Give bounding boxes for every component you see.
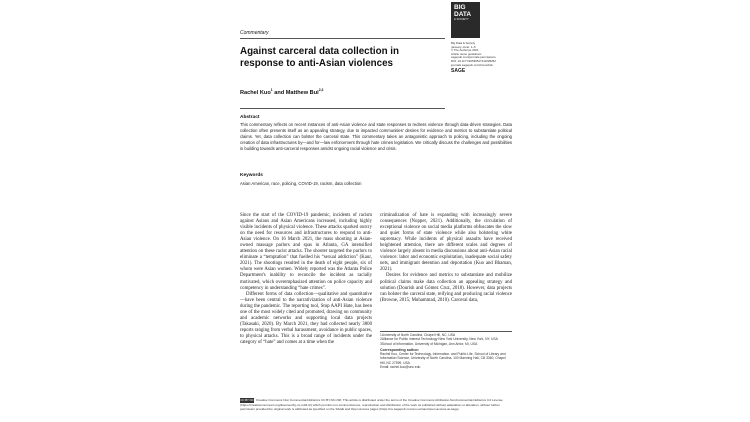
- body-column-left: [240, 213, 372, 346]
- creative-commons-icon: CC BY NC: [240, 398, 254, 402]
- meta-journal: Big Data & Society: [451, 41, 476, 45]
- meta-permissions-link[interactable]: sagepub.com/journals-permissions: [451, 55, 496, 60]
- author-affiliation-mark: 1: [270, 88, 273, 92]
- author-name: Rachel Kuo: [240, 89, 271, 96]
- meta-pages: January–June: 1–6: [451, 44, 476, 49]
- journal-logo: [451, 2, 480, 38]
- author-joiner: and: [274, 89, 285, 96]
- body-paragraph: criminalization of hate is expanding with increasingly severe consequences (Nopper, 2021). Additionally, the circulation of exceptional violence on social media platforms obfuscates the slow and quiet forms of state violence while also bolstering white supremacy. While incidents of physical assaults have received heightened attention, there are different scales and degrees of violence largely absent in media discussions about anti-Asian racial violence: labor and economic exploitation, inadequate social safety nets, and immigrant detention and deportation (Kuo and Bhaman, 2021).: [380, 213, 512, 273]
- affiliation-note: 2Alliance for Public Interest Technology New York University, New York, NY, USA: [380, 337, 498, 342]
- body-column-right: [380, 213, 512, 304]
- abstract-rule: [240, 108, 445, 109]
- body-paragraph: Since the start of the COVID-19 pandemic, incidents of racism against Asians and Asian Americans increased, including highly visible incidents of physical violence. These attacks sparked outcry on the need for resources and infrastructures to respond to anti-Asian violence. On 16 March 2021, the mass shooting at Asian-owned massage parlors and spas in Atlanta, GA intensified attention on these racist attacks. The shooter targeted the parlors to eliminate a “temptation” that fuelled his “sexual addiction” (Kaur, 2021). The shootings resulted in the death of eight people, six of whom were Asian women. Widely reported was the Atlanta Police Department's inability to reconcile the incident as racially motivated, which overemphasized attention on police capacity and competency in understanding “hate crimes”.: [240, 213, 372, 291]
- license-text: Creative Commons Non Commercial-NoDerivs CC BY-NC-ND: This article is distributed under the terms of the Creative Commons Attribution-NonCommercial-NoDerivs 4.0 License (https://creativecommons.org/licenses/by-nc-nd/4.0/) which permits non-commercial use, reproduction and distribution of the work as published without adaptation or alteration, without further permission provided the original work is attributed as specified on the SAGE and Open Access pages (https://us.sagepub.com/en-us/nam/open-access-at-sage).: [240, 398, 503, 412]
- section-label: Commentary: [240, 30, 269, 36]
- license-notice: [240, 398, 512, 411]
- corresponding-address: Rachel Kuo, Center for Technology, Information, and Public Life, School of Library and Information Science, University of North Carolina, 100 Manning Hall, CB 3360, Chapel Hill, NC 27599, USA.: [380, 352, 506, 365]
- meta-doi[interactable]: DOI: 10.1177/20539517211028252: [451, 58, 496, 63]
- meta-home-link[interactable]: journals.sagepub.com/home/bds: [451, 62, 493, 67]
- footnote-rule: [380, 331, 512, 332]
- author-name: Matthew Bui: [285, 89, 319, 96]
- author-affiliation-mark: 2,3: [318, 88, 324, 92]
- logo-line-3: & SOCIETY: [454, 18, 469, 21]
- header-rule: [240, 38, 445, 39]
- keywords-text: Asian American, race, policing, COVID-19, racism, data collection: [240, 181, 362, 186]
- author-list: [240, 88, 323, 96]
- abstract-heading: Abstract: [240, 115, 260, 120]
- meta-copyright: © The Author(s) 2021: [451, 48, 479, 53]
- article-page: [232, 0, 518, 422]
- sage-logo: SAGE: [451, 68, 466, 75]
- logo-line-2: DATA: [454, 11, 472, 18]
- affiliation-note: 3School of Information, University of Michigan, Ann Arbor, MI, USA: [380, 341, 478, 346]
- body-paragraph: Different forms of data collection—qualitative and quantitative—have been central to the narrativization of anti-Asian violence during the pandemic. The reporting tool, Stop AAPI Hate, has been one of the most widely cited and promoted, drawing on community and academic networks and supporting local data projects (Takasaki, 2020). By March 2021, they had collected nearly 3800 reports ranging from verbal harassment, avoidance in public spaces, to physical attacks. This is a broad range of incidents under the category of “hate” and comes at a time when the: [240, 291, 372, 345]
- meta-reuse: Article reuse guidelines:: [451, 51, 482, 56]
- body-paragraph: Desires for evidence and metrics to substantiate and mobilize political claims make data collection an appealing strategy and solution (Dourish and Gómez Cruz, 2018). However, data projects can bolster the carceral state, reifying and producing racial violence (Browne, 2015; Muhammad, 2010). Carceral data,: [380, 273, 512, 303]
- corresponding-email[interactable]: Email: rachel.kuo@unc.edu: [380, 365, 421, 370]
- footnotes: [380, 333, 512, 369]
- corresponding-heading: Corresponding author:: [380, 347, 420, 352]
- abstract-text: This commentary reflects on recent instances of anti-Asian violence and state responses to redress violence through data-driven strategies. Data collection often presents itself as an appealing strategy, due to impacted communities' desires for evidence and metrics to substantiate political claims. Yet, data collection can bolster the carceral state. This commentary takes an antagonistic approach to policing, including the ongoing creation of data infrastructures by—and for—law enforcement through hate crimes legislation. We critically discuss the challenges and possibilities in building towards anti-carceral responses amidst ongoing racial violence and crisis.: [240, 122, 512, 151]
- journal-meta: [451, 42, 513, 74]
- article-title: Against carceral data collection in response to anti-Asian violences: [240, 46, 399, 69]
- affiliation-note: 1University of North Carolina, Chapel Hill, NC, USA: [380, 333, 456, 337]
- keywords-heading: Keywords: [240, 173, 263, 178]
- logo-line-1: BIG: [454, 4, 466, 11]
